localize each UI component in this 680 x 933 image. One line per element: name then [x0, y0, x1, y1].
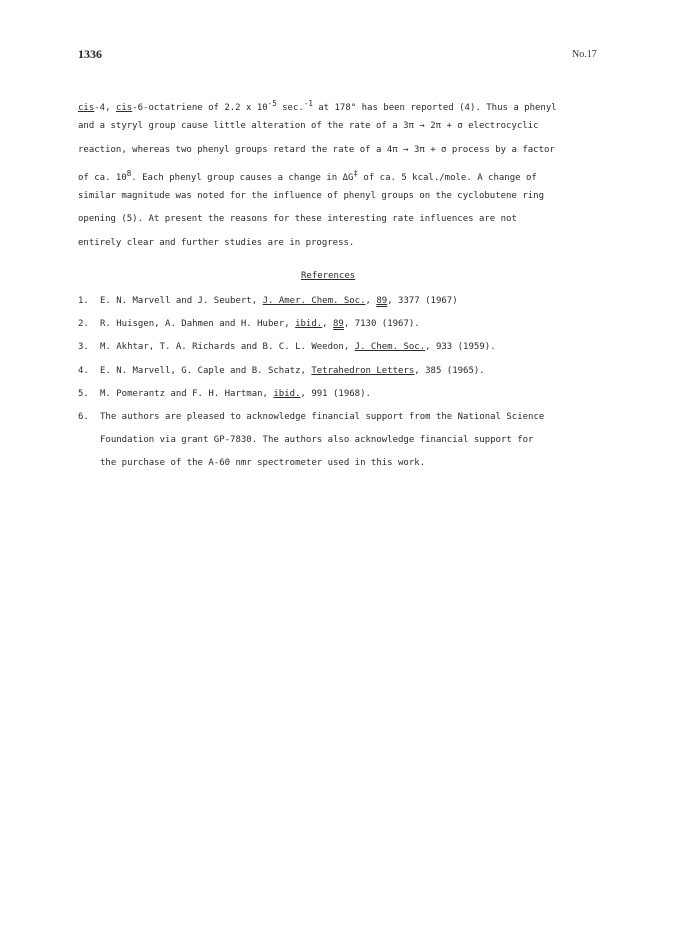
- reference-number: 6.: [78, 411, 89, 422]
- authors: M. Pomerantz and F. H. Hartman,: [100, 388, 274, 399]
- text: -6-octatriene of 2.2 x 10: [132, 103, 268, 113]
- italic-cis: cis: [78, 103, 95, 113]
- reference-number: 3.: [78, 342, 89, 353]
- reference-item: [78, 406, 628, 475]
- reference-text: [100, 313, 420, 336]
- text: of ca. 5 kcal./mole. A change of: [357, 172, 537, 183]
- paragraph-line-5: similar magnitude was noted for the influence of phenyl groups on the cyclobutene ring: [78, 191, 544, 202]
- reference-number: 2.: [78, 319, 89, 330]
- reference-text: [100, 336, 496, 359]
- journal-name: Tetrahedron Letters: [311, 365, 415, 376]
- authors: E. N. Marvell, G. Caple and B. Schatz,: [100, 365, 312, 376]
- reference-line: The authors are pleased to acknowledge financial support from the National Science: [100, 411, 545, 422]
- text: ,: [322, 319, 334, 330]
- reference-text: [78, 406, 628, 475]
- paragraph-line-3: reaction, whereas two phenyl groups retard the rate of a 4π → 3π + σ process by a factor: [78, 144, 555, 155]
- text: at 178° has been reported (4). Thus a phenyl: [312, 103, 557, 113]
- authors: E. N. Marvell and J. Seubert,: [100, 296, 263, 306]
- journal-name: ibid.: [295, 319, 323, 330]
- superscript: -5: [267, 99, 277, 108]
- italic-cis: cis: [115, 103, 133, 113]
- text: . Each phenyl group causes a change in ΔG: [131, 172, 354, 183]
- authors: M. Akhtar, T. A. Richards and B. C. L. Weedon,: [100, 342, 355, 353]
- text: , 385 (1965).: [414, 365, 485, 376]
- text: , 3377 (1967): [387, 296, 458, 306]
- reference-number: 1.: [78, 296, 89, 306]
- body-paragraph: [78, 92, 618, 255]
- text: -4,: [94, 103, 116, 113]
- reference-item: [78, 313, 628, 336]
- reference-line: Foundation via grant GP-7830. The authors also acknowledge financial support for: [100, 434, 534, 445]
- superscript: 8: [126, 168, 132, 178]
- superscript: -1: [303, 99, 313, 108]
- text: , 7130 (1967).: [343, 319, 420, 330]
- references-list: [78, 290, 628, 475]
- text: ,: [365, 296, 377, 306]
- reference-item: [78, 290, 628, 313]
- page-number: 1336: [78, 47, 102, 61]
- reference-text: [100, 360, 485, 383]
- text: , 933 (1959).: [425, 342, 496, 353]
- references-heading: References: [301, 271, 356, 281]
- authors: R. Huisgen, A. Dahmen and H. Huber,: [100, 319, 296, 330]
- reference-number: 5.: [78, 388, 89, 399]
- reference-text: [100, 290, 458, 313]
- text: of ca. 10: [78, 172, 127, 183]
- paragraph-line-7: entirely clear and further studies are in progress.: [78, 237, 355, 248]
- journal-name: ibid.: [273, 388, 301, 399]
- journal-name: J. Chem. Soc.: [354, 342, 426, 353]
- reference-item: [78, 360, 628, 383]
- volume: 89: [333, 319, 344, 330]
- volume: 89: [376, 296, 388, 306]
- reference-line: the purchase of the A-60 nmr spectrometer used in this work.: [100, 457, 426, 468]
- reference-item: [78, 383, 628, 406]
- journal-issue-number: No.17: [572, 49, 597, 60]
- journal-name: J. Amer. Chem. Soc.: [262, 296, 366, 306]
- text: sec.: [276, 103, 304, 113]
- reference-text: [100, 383, 371, 406]
- paragraph-line-1: [78, 92, 618, 115]
- paragraph-line-4: [78, 162, 618, 185]
- text: , 991 (1968).: [300, 388, 371, 399]
- paragraph-line-6: opening (5). At present the reasons for these interesting rate influences are not: [78, 214, 517, 225]
- reference-item: [78, 336, 628, 359]
- paragraph-line-2: and a styryl group cause little alteration of the rate of a 3π → 2π + σ electrocyclic: [78, 121, 539, 132]
- double-dagger-symbol: ‡: [353, 168, 358, 178]
- reference-number: 4.: [78, 365, 89, 376]
